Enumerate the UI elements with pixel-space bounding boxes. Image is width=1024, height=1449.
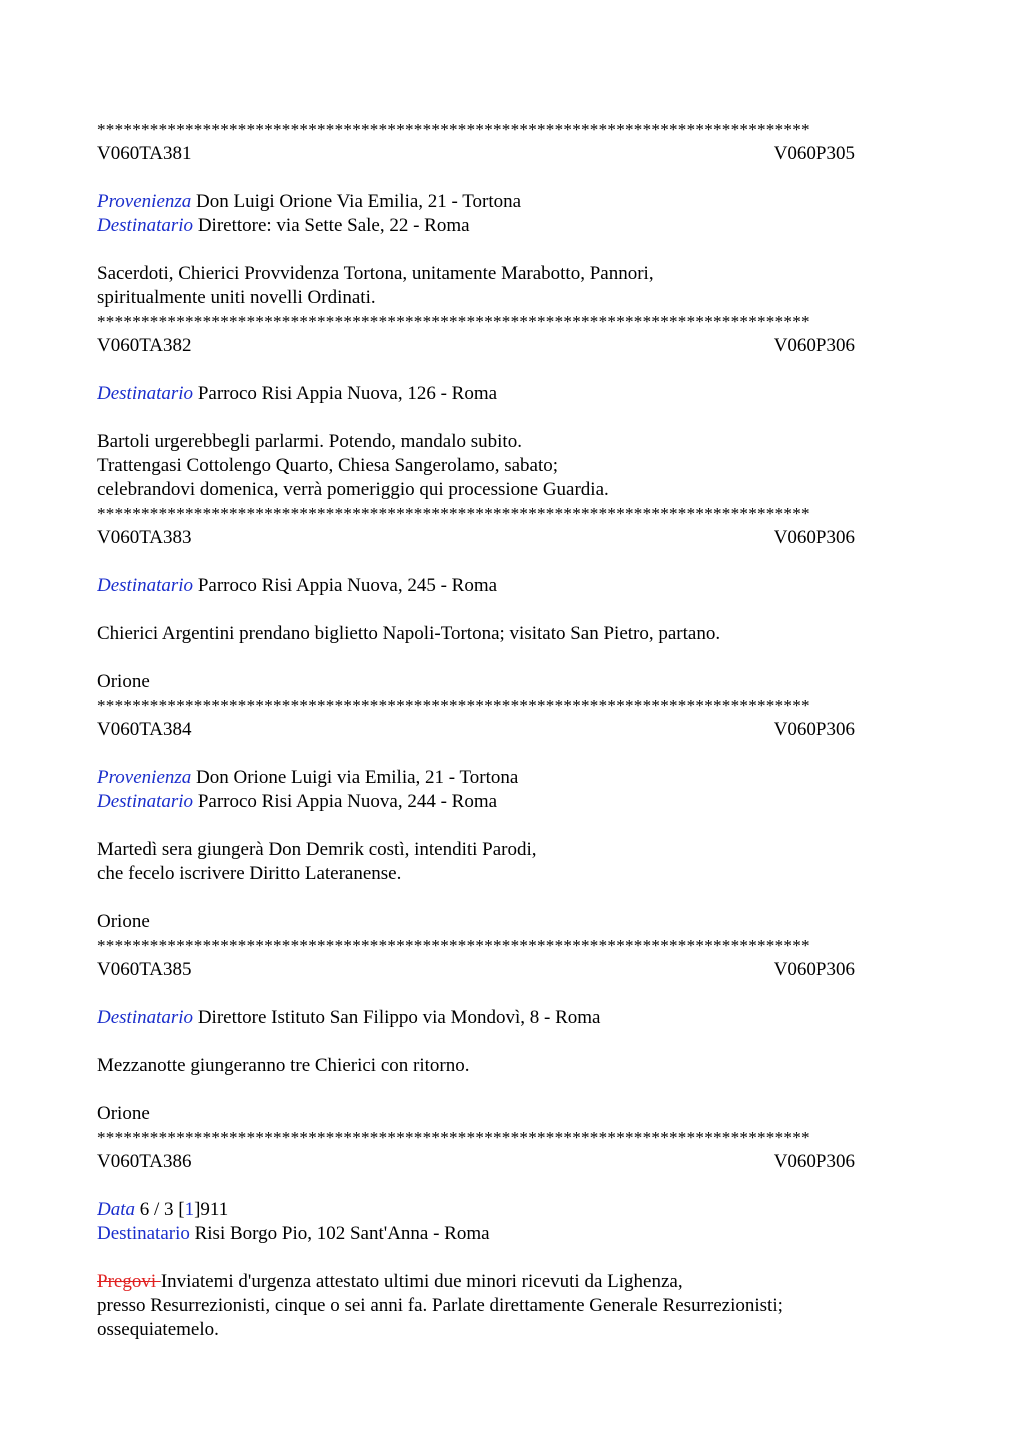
body-line: Sacerdoti, Chierici Provvidenza Tortona, unitamente Marabotto, Pannori,: [97, 263, 654, 284]
body-line: ossequiatemelo.: [97, 1319, 219, 1340]
body-line: celebrandovi domenica, verrà pomeriggio qui processione Guardia.: [97, 479, 609, 500]
entry-page: V060P306: [773, 1151, 855, 1172]
destinatario-label: Destinatario: [97, 791, 194, 812]
destinatario-line: [97, 574, 927, 598]
provenienza-line: [97, 766, 927, 790]
entry-page: V060P306: [773, 335, 855, 356]
entry-header: [97, 526, 855, 550]
separator: *********************************************************************************: [97, 312, 810, 331]
body-line: Bartoli urgerebbegli parlarmi. Potendo, mandalo subito.: [97, 431, 522, 452]
destinatario-label: Destinatario: [97, 575, 194, 596]
data-line: [97, 1198, 927, 1222]
destinatario-value: Direttore Istituto San Filippo via Mondovì, 8 - Roma: [197, 1007, 601, 1028]
destinatario-line: [97, 790, 927, 814]
entry-id: V060TA382: [97, 335, 192, 356]
body-line: spiritualmente uniti novelli Ordinati.: [97, 287, 376, 308]
destinatario-value: Parroco Risi Appia Nuova, 245 - Roma: [197, 575, 498, 596]
separator: *********************************************************************************: [97, 504, 810, 523]
entry-page: V060P306: [773, 527, 855, 548]
provenienza-label: Provenienza: [97, 191, 192, 212]
entry-id: V060TA381: [97, 143, 192, 164]
provenienza-label: Provenienza: [97, 767, 192, 788]
provenienza-value: Don Orione Luigi via Emilia, 21 - Tortona: [196, 767, 519, 788]
entry-page: V060P305: [773, 143, 855, 164]
entry-id: V060TA386: [97, 1151, 192, 1172]
data-value-bracket: 1: [184, 1199, 195, 1220]
destinatario-line: [97, 1006, 927, 1030]
entry-page: V060P306: [773, 719, 855, 740]
destinatario-line: [97, 214, 927, 238]
destinatario-value: Risi Borgo Pio, 102 Sant'Anna - Roma: [194, 1223, 490, 1244]
data-label: Data: [97, 1199, 135, 1220]
separator: *********************************************************************************: [97, 936, 810, 955]
entry-id: V060TA383: [97, 527, 192, 548]
destinatario-label: Destinatario: [97, 215, 194, 236]
data-value-pre: 6 / 3 [: [139, 1199, 185, 1220]
body-line: [97, 1270, 927, 1294]
signature: Orione: [97, 671, 150, 692]
data-value-post: ]911: [194, 1199, 229, 1220]
separator: *********************************************************************************: [97, 696, 810, 715]
body-line: Trattengasi Cottolengo Quarto, Chiesa Sangerolamo, sabato;: [97, 455, 559, 476]
entry-header: [97, 142, 855, 166]
entry-header: [97, 718, 855, 742]
separator: *********************************************************************************: [97, 1128, 810, 1147]
struck-text: Pregovi: [97, 1271, 161, 1292]
destinatario-value: Direttore: via Sette Sale, 22 - Roma: [197, 215, 470, 236]
signature: Orione: [97, 911, 150, 932]
entry-header: [97, 334, 855, 358]
document-page: [97, 118, 927, 1342]
body-line: presso Resurrezionisti, cinque o sei anni fa. Parlate direttamente Generale Resurrezionisti;: [97, 1295, 783, 1316]
entry-id: V060TA384: [97, 719, 192, 740]
body-line: Martedì sera giungerà Don Demrik costì, intenditi Parodi,: [97, 839, 537, 860]
body-line: Chierici Argentini prendano biglietto Napoli-Tortona; visitato San Pietro, partano.: [97, 623, 721, 644]
destinatario-value: Parroco Risi Appia Nuova, 126 - Roma: [197, 383, 498, 404]
body-text: Inviatemi d'urgenza attestato ultimi due minori ricevuti da Lighenza,: [160, 1271, 683, 1292]
body-line: Mezzanotte giungeranno tre Chierici con ritorno.: [97, 1055, 470, 1076]
entry-header: [97, 1150, 855, 1174]
separator: *********************************************************************************: [97, 120, 810, 139]
signature: Orione: [97, 1103, 150, 1124]
body-line: che fecelo iscrivere Diritto Lateranense.: [97, 863, 402, 884]
provenienza-line: [97, 190, 927, 214]
destinatario-label: Destinatario: [97, 383, 194, 404]
entry-header: [97, 958, 855, 982]
destinatario-line: [97, 1222, 927, 1246]
destinatario-line: [97, 382, 927, 406]
entry-page: V060P306: [773, 959, 855, 980]
destinatario-value: Parroco Risi Appia Nuova, 244 - Roma: [197, 791, 498, 812]
provenienza-value: Don Luigi Orione Via Emilia, 21 - Tortona: [196, 191, 522, 212]
destinatario-label: Destinatario: [97, 1007, 194, 1028]
destinatario-label: Destinatario: [97, 1223, 190, 1244]
data-value: [140, 1199, 228, 1220]
entry-id: V060TA385: [97, 959, 192, 980]
